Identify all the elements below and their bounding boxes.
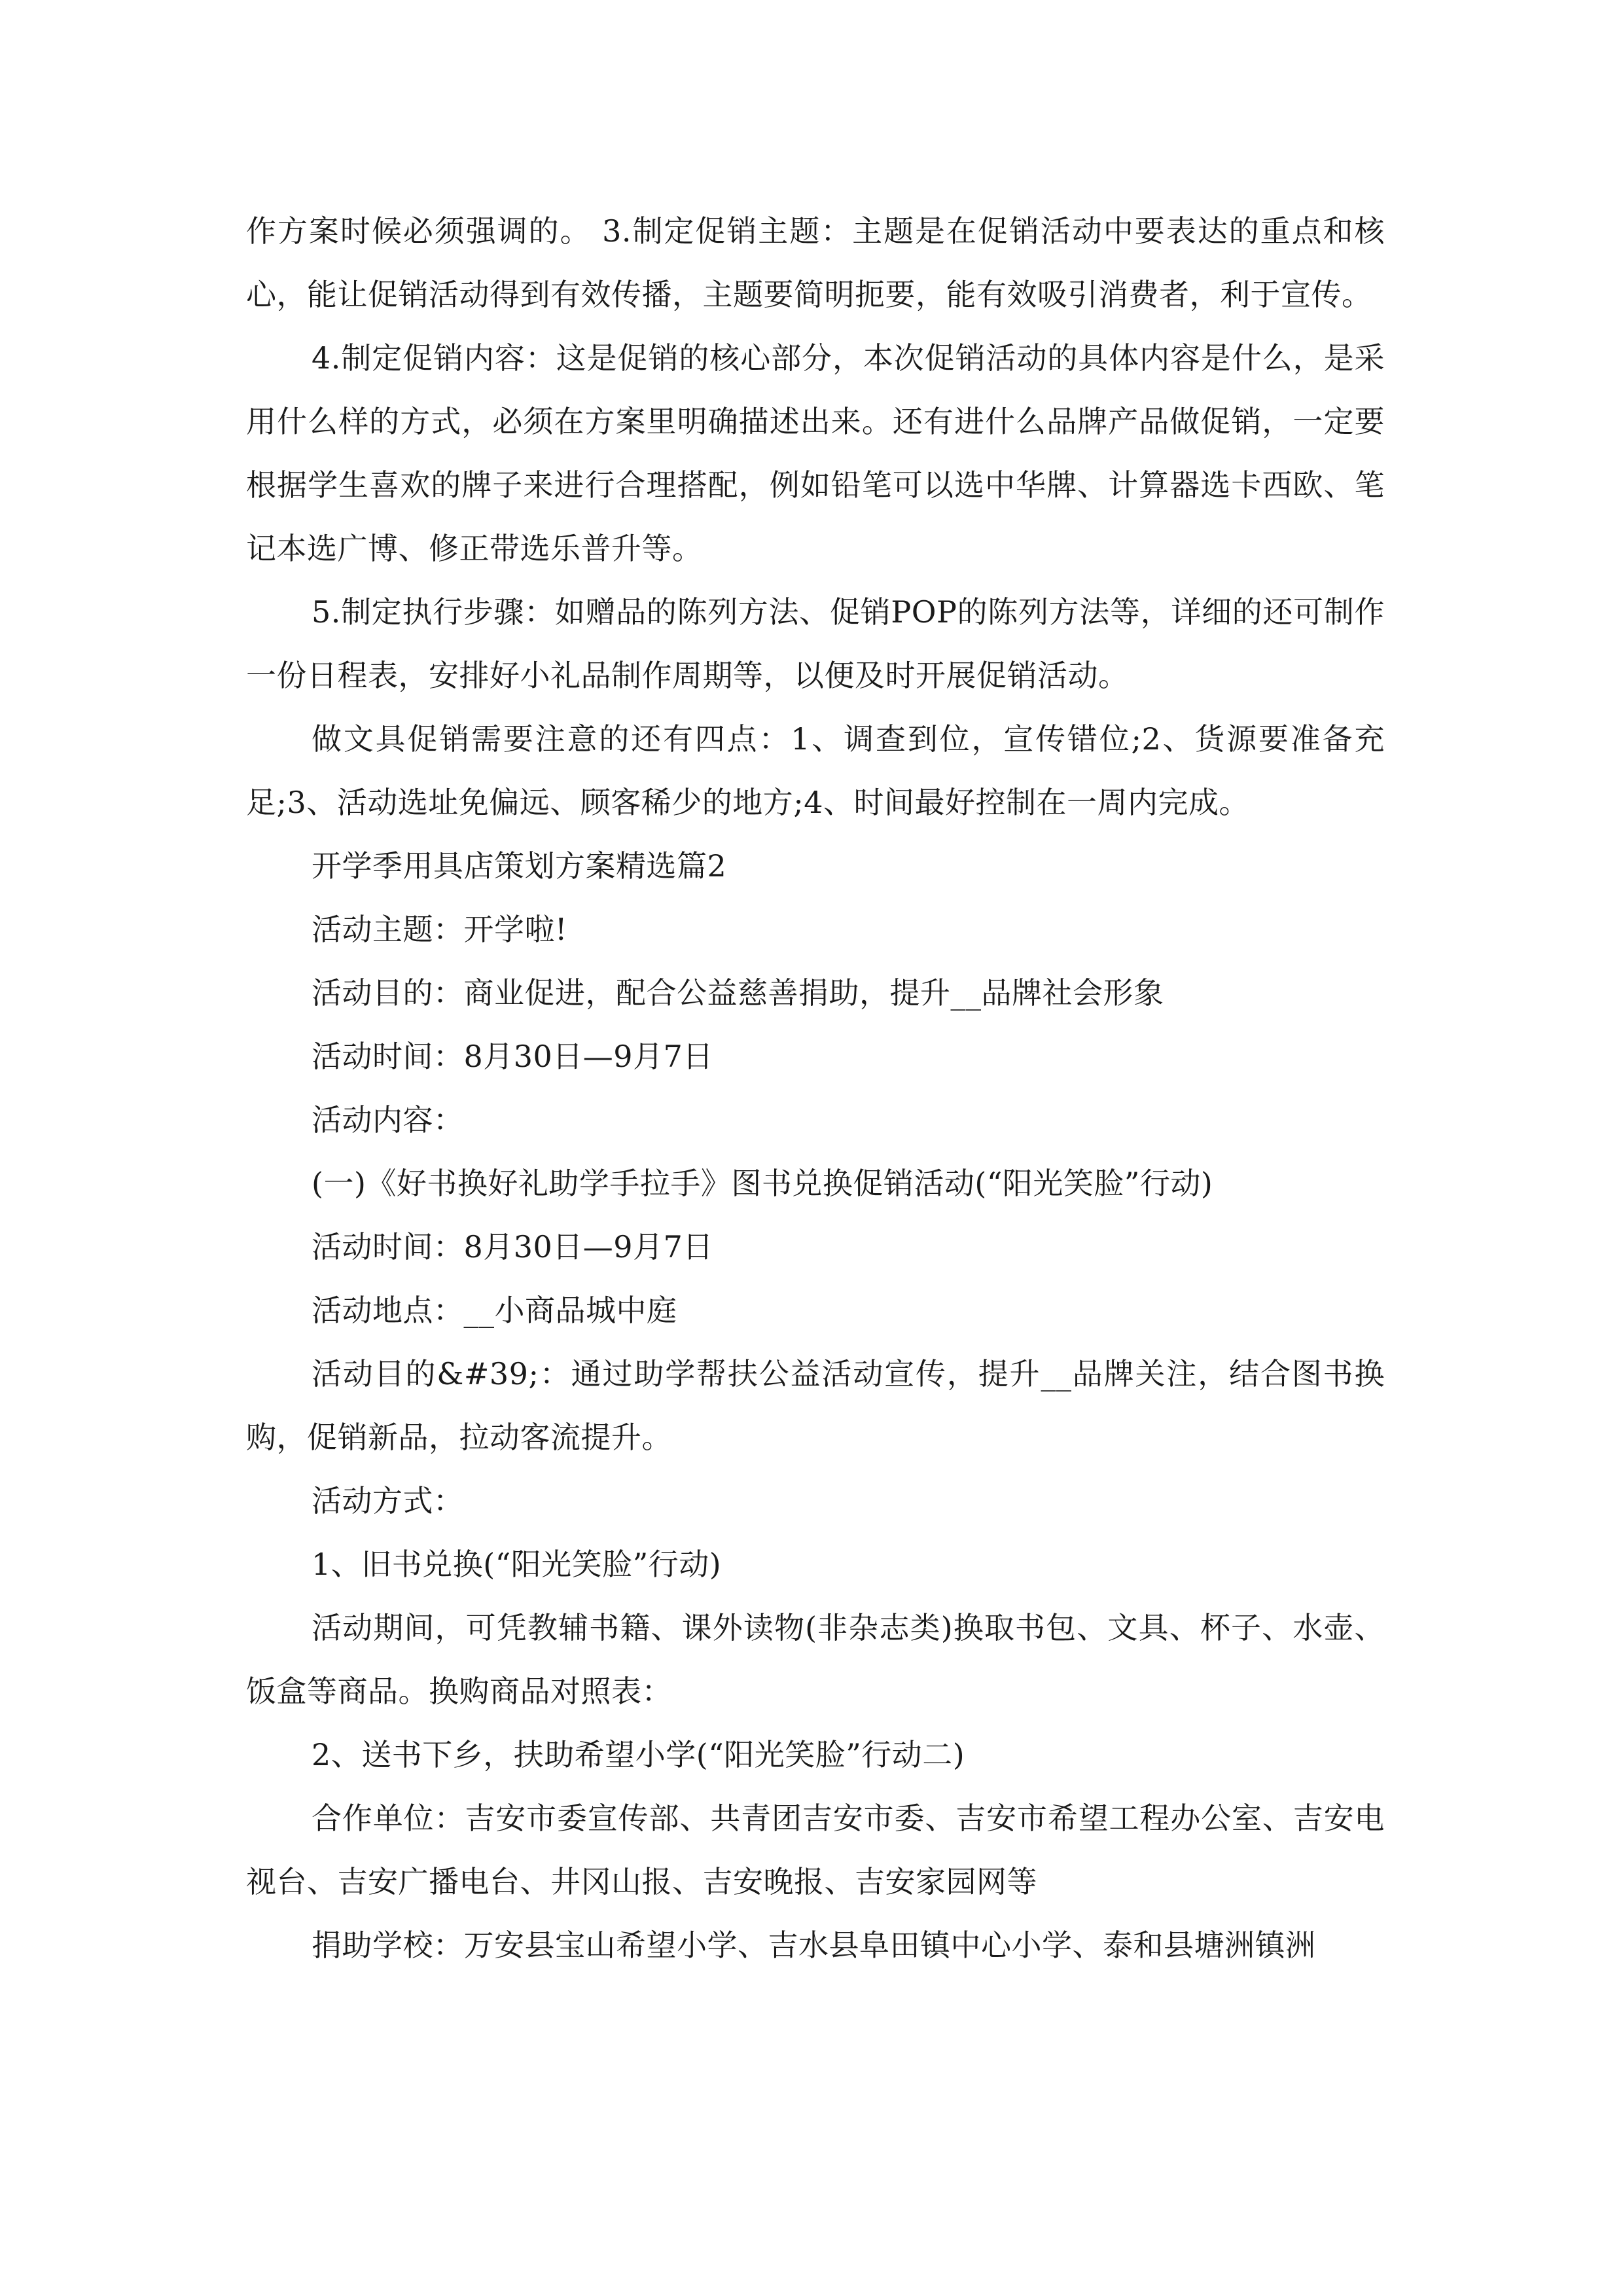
activity-purpose: 活动目的：商业促进，配合公益慈善捐助，提升__品牌社会形象 [312, 975, 1164, 1011]
activity-theme: 活动主题：开学啦! [312, 912, 567, 947]
paragraph-theme-step: 作方案时候必须强调的。 3.制定促销主题：主题是在促销活动中要表达的重点和核心，能让促销活动得到有效传播，主题要简明扼要，能有效吸引消费者，利于宣传。 [246, 213, 1385, 312]
method-item-2: 2、送书下乡，扶助希望小学(“阳光笑脸”行动二) [312, 1737, 965, 1772]
paragraph-notes: 做文具促销需要注意的还有四点：1、调查到位，宣传错位;2、货源要准备充足;3、活动选址免偏远、顾客稀少的地方;4、时间最好控制在一周内完成。 [246, 721, 1385, 820]
partner-units: 合作单位：吉安市委宣传部、共青团吉安市委、吉安市希望工程办公室、吉安电视台、吉安广播电台、井冈山报、吉安晚报、吉安家园网等 [246, 1801, 1385, 1899]
sub-activity-purpose: 活动目的&#39;：通过助学帮扶公益活动宣传，提升__品牌关注，结合图书换购，促销新品，拉动客流提升。 [246, 1356, 1385, 1455]
paragraph-execution-step: 5.制定执行步骤：如赠品的陈列方法、促销POP的陈列方法等，详细的还可制作一份日程表，安排好小礼品制作周期等，以便及时开展促销活动。 [246, 594, 1385, 693]
document-body [246, 200, 1385, 1977]
activity-content-label: 活动内容： [312, 1102, 464, 1138]
paragraph-content-step: 4.制定促销内容：这是促销的核心部分，本次促销活动的具体内容是什么，是采用什么样的方式，必须在方案里明确描述出来。还有进什么品牌产品做促销，一定要根据学生喜欢的牌子来进行合理搭配，例如铅笔可以选中华牌、计算器选卡西欧、笔记本选广博、修正带选乐普升等。 [246, 340, 1385, 566]
method-item-1-detail: 活动期间，可凭教辅书籍、课外读物(非杂志类)换取书包、文具、杯子、水壶、饭盒等商品。换购商品对照表： [246, 1610, 1385, 1709]
sub-activity-time: 活动时间：8月30日—9月7日 [312, 1229, 713, 1265]
activity-time: 活动时间：8月30日—9月7日 [312, 1039, 713, 1074]
sub-activity-location: 活动地点：__小商品城中庭 [312, 1293, 677, 1328]
section-heading: 开学季用具店策划方案精选篇2 [312, 848, 727, 884]
activity-method-label: 活动方式： [312, 1483, 464, 1518]
method-item-1: 1、旧书兑换(“阳光笑脸”行动) [312, 1547, 722, 1582]
subsection-heading: (一)《好书换好礼助学手拉手》图书兑换促销活动(“阳光笑脸”行动) [312, 1166, 1213, 1201]
donation-schools: 捐助学校：万安县宝山希望小学、吉水县阜田镇中心小学、泰和县塘洲镇洲 [312, 1928, 1316, 1963]
